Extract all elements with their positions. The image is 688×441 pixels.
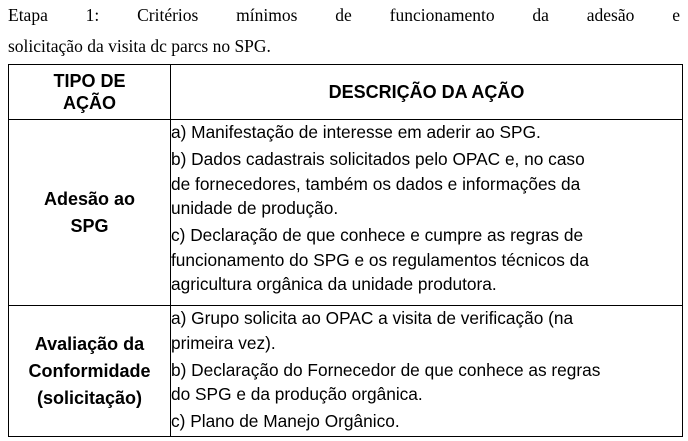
description-item-a bbox=[171, 306, 682, 355]
description-line: de fornecedores, também os dados e informações da bbox=[171, 173, 581, 194]
description-line: c) Declaração de que conhece e cumpre as regras de bbox=[171, 225, 584, 245]
description-line: b) Dados cadastrais solicitados pelo OPAC e, no caso bbox=[171, 149, 585, 169]
criteria-table bbox=[8, 64, 683, 437]
header-action-type-line-1: TIPO DE bbox=[53, 71, 126, 91]
description-item-c bbox=[171, 223, 682, 297]
description-line: unidade de produção. bbox=[171, 198, 339, 218]
table-caption bbox=[8, 0, 680, 62]
header-action-description: DESCRIÇÃO DA AÇÃO bbox=[171, 65, 683, 120]
description-line: funcionamento do SPG e os regulamentos técnicos da bbox=[171, 249, 589, 270]
table-row bbox=[9, 120, 683, 306]
caption-line-1: Etapa 1: Critérios mínimos de funcionamento da adesão e bbox=[8, 5, 680, 25]
table-row bbox=[9, 306, 683, 437]
description-line: agricultura orgânica da unidade produtora. bbox=[171, 274, 497, 294]
header-action-type-line-2: AÇÃO bbox=[63, 93, 116, 113]
description-item-b bbox=[171, 358, 682, 407]
action-description-adesao bbox=[171, 120, 683, 306]
table-header-row bbox=[9, 65, 683, 120]
action-type-adesao bbox=[9, 120, 171, 306]
description-line: primeira vez). bbox=[171, 332, 276, 353]
description-line: do SPG e da produção orgânica. bbox=[171, 384, 423, 404]
description-line: a) Manifestação de interesse em aderir ao SPG. bbox=[171, 122, 541, 142]
description-line: c) Plano de Manejo Orgânico. bbox=[171, 411, 400, 431]
action-type-line: Adesão ao bbox=[43, 188, 136, 209]
action-type-line: Conformidade bbox=[28, 360, 151, 381]
action-description-avaliacao bbox=[171, 306, 683, 437]
action-type-avaliacao bbox=[9, 306, 171, 437]
action-type-line: (solicitação) bbox=[36, 387, 143, 408]
description-item-c bbox=[171, 409, 682, 434]
description-item-a bbox=[171, 120, 682, 145]
header-action-type bbox=[9, 65, 171, 120]
description-line: b) Declaração do Fornecedor de que conhece as regras bbox=[171, 359, 601, 380]
action-type-line: Avaliação da bbox=[34, 333, 145, 354]
description-item-b bbox=[171, 147, 682, 221]
action-type-line: SPG bbox=[70, 215, 109, 236]
description-line: a) Grupo solicita ao OPAC a visita de verificação (na bbox=[171, 308, 574, 328]
caption-line-2: solicitação da visita dc parcs no SPG. bbox=[8, 36, 271, 56]
